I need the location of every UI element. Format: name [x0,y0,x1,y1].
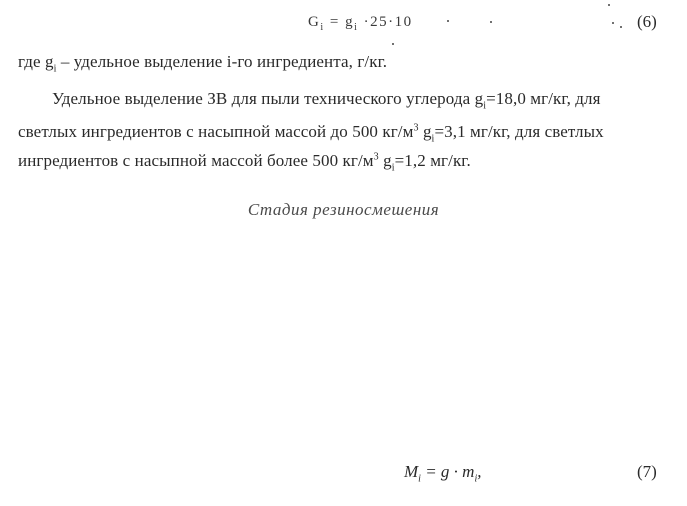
paragraph-line-1: Удельное выделение ЗВ для пыли технического углерода $g_i=18,0$ мг/кг, для [52,89,601,112]
scan-speck [447,20,449,22]
scan-speck [490,21,492,23]
equation-number-7: (7) [637,462,657,481]
equation-number-6: (6) [637,12,657,31]
section-heading: Стадия резиносмешения [247,200,440,219]
formula-7: $M_i = g \cdot m_i$, [404,462,482,485]
scan-speck [608,4,610,6]
scan-speck [620,26,622,28]
definition-line: где $g_i$ – удельное выделение i-го ингредиента, г/кг. [18,52,388,75]
scan-speck [392,43,394,45]
scan-speck [612,22,614,24]
paragraph-line-2: светлых ингредиентов с насыпной массой до 500 $кг/м^3$ $g_i=3,1$ мг/кг, для светлых [18,122,604,145]
paragraph-line-3: ингредиентов с насыпной массой более 500 $кг/м^3$ $g_i=1,2$ мг/кг. [18,151,471,174]
formula-6: $G_i = g_i \cdot 25\cdot 10$ [308,14,413,33]
